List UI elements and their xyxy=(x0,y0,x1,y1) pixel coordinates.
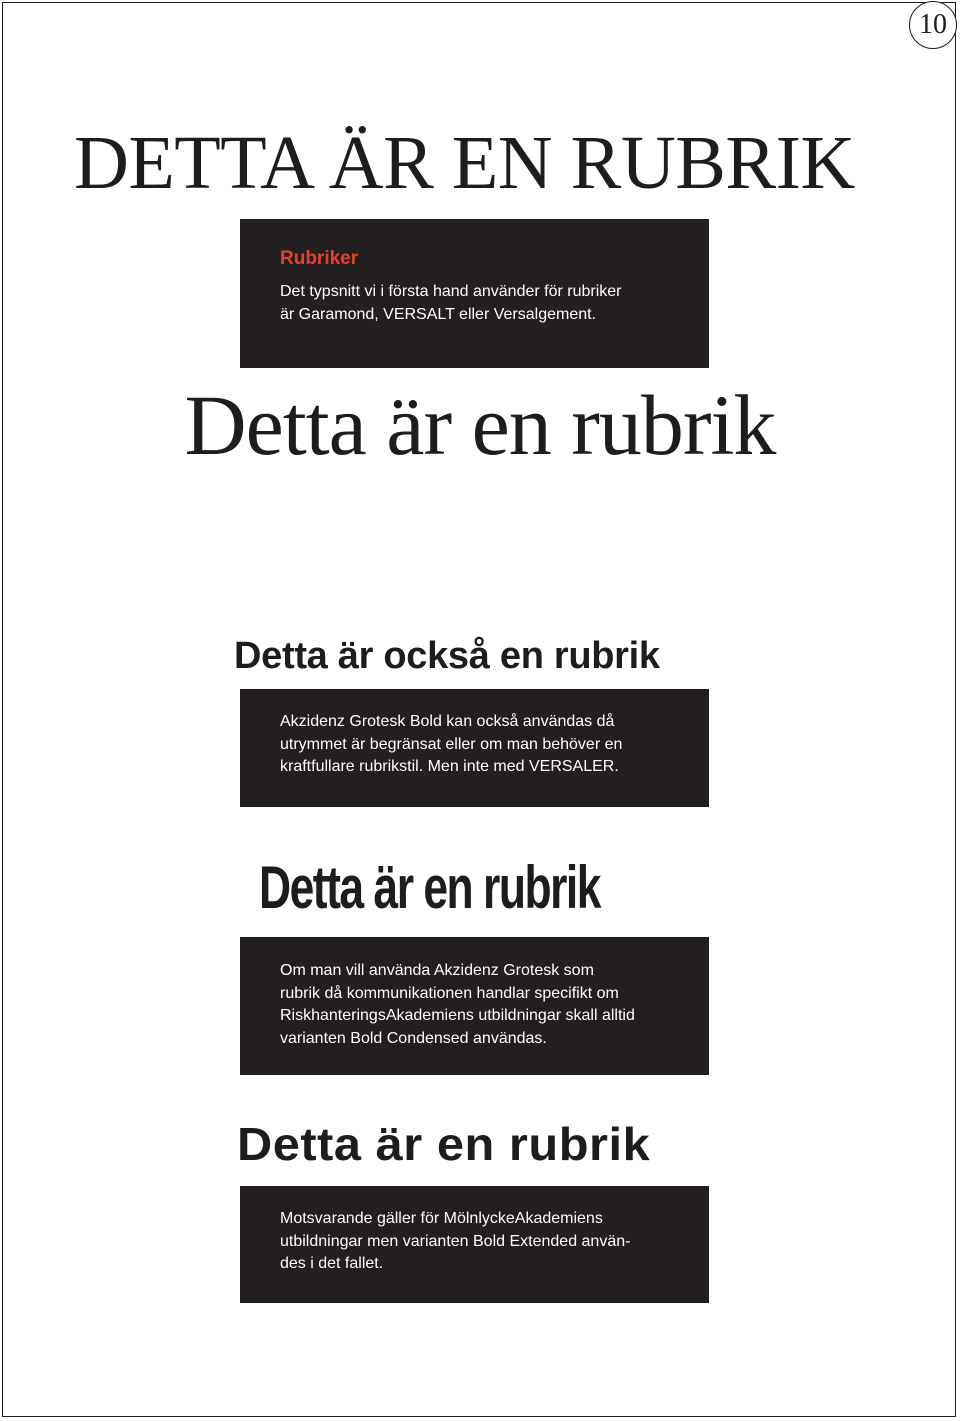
box-label: Rubriker xyxy=(280,248,359,269)
box-text-line: Motsvarande gäller för MölnlyckeAkademiens xyxy=(280,1210,603,1227)
info-box-bold-condensed xyxy=(240,937,709,1075)
heading-akzidenz-bold-extended: Detta är en rubrik xyxy=(237,1118,651,1170)
box-text-line: RiskhanteringsAkademiens utbildningar skall alltid xyxy=(280,1007,635,1024)
box-text-line: Om man vill använda Akzidenz Grotesk som xyxy=(280,962,594,979)
info-box-akzidenz-bold xyxy=(240,689,709,807)
heading-akzidenz-bold: Detta är också en rubrik xyxy=(234,635,660,677)
box-text-line: Akzidenz Grotesk Bold kan också användas då xyxy=(280,713,615,730)
box-text-line: des i det fallet. xyxy=(280,1255,384,1272)
box-text-line: är Garamond, VERSALT eller Versalgement. xyxy=(280,305,596,323)
box-text-line: rubrik då kommunikationen handlar specifikt om xyxy=(280,984,619,1002)
heading-garamond-mixed-case: Detta är en rubrik xyxy=(184,377,776,473)
info-box-bold-extended xyxy=(240,1186,709,1303)
box-text-line: varianten Bold Condensed användas. xyxy=(280,1029,547,1047)
heading-akzidenz-bold-condensed: Detta är en rubrik xyxy=(259,854,601,921)
box-text-line: utbildningar men varianten Bold Extended använ- xyxy=(280,1232,631,1250)
box-text-line: kraftfullare rubrikstil. Men inte med VERSALER. xyxy=(280,758,619,775)
info-box-rubriker xyxy=(240,219,709,368)
heading-garamond-uppercase: DETTA ÄR EN RUBRIK xyxy=(74,121,855,205)
box-text-line: Det typsnitt vi i första hand använder för rubriker xyxy=(280,283,622,300)
page-number: 10 xyxy=(909,1,957,49)
box-text-line: utrymmet är begränsat eller om man behöver en xyxy=(280,735,623,753)
